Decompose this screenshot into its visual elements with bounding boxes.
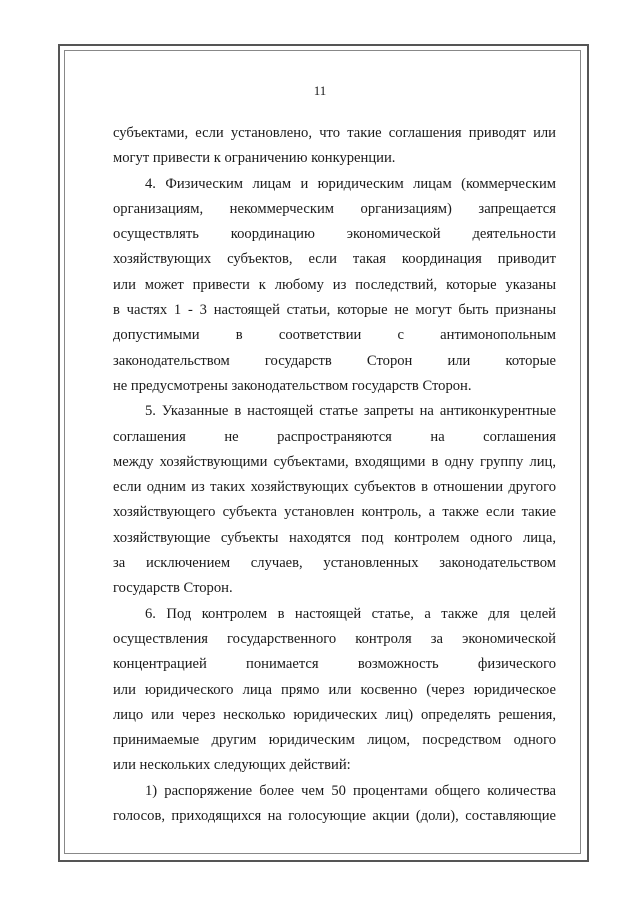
text-line: или нескольких следующих действий: [113,757,351,774]
text-line: 5. Указанные в настоящей статье запреты на антиконкурентные [145,403,556,420]
text-line: соглашения не распространяются на соглашения [113,428,556,445]
text-line: хозяйствующих субъектов, если такая координация приводит [113,251,556,268]
page-number: 11 [313,83,327,98]
text-line: организациям, некоммерческим организациям) запрещается [113,200,556,217]
text-line: концентрацией понимается возможность физического [113,656,556,673]
document-body [113,121,556,829]
text-line: не предусмотрены законодательством государств Сторон. [113,377,472,394]
text-line: или может привести к любому из последствий, которые указаны [113,276,556,293]
text-line: хозяйствующего субъекта установлен контроль, а также если такие [113,504,556,521]
text-line: лицо или через несколько юридических лиц) определять решения, [113,706,556,723]
text-line: законодательством государств Сторон или которые [113,352,556,369]
text-line: голосов, приходящихся на голосующие акции (доли), составляющие [113,808,556,825]
text-line: принимаемые другим юридическим лицом, посредством одного [113,732,556,749]
text-line: за исключением случаев, установленных законодательством [113,555,556,572]
text-line: хозяйствующие субъекты находятся под контролем одного лица, [113,529,556,546]
text-line: между хозяйствующими субъектами, входящими в одну группу лиц, [113,453,556,470]
text-line: осуществления государственного контроля за экономической [113,630,556,647]
text-line: или юридического лица прямо или косвенно (через юридическое [113,681,556,698]
text-line: 6. Под контролем в настоящей статье, а также для целей [145,605,556,622]
text-line: могут привести к ограничению конкуренции. [113,150,396,167]
text-line: осуществлять координацию экономической деятельности [113,226,556,243]
text-line: допустимыми в соответствии с антимонопольным [113,327,556,344]
text-line: если одним из таких хозяйствующих субъектов в отношении другого [113,479,556,496]
text-line: субъектами, если установлено, что такие соглашения приводят или [113,125,556,141]
text-line: государств Сторон. [113,580,233,597]
text-line: в частях 1 - 3 настоящей статьи, которые не могут быть признаны [113,302,556,319]
text-line: 1) распоряжение более чем 50 процентами общего количества [145,782,556,799]
text-line: 4. Физическим лицам и юридическим лицам (коммерческим [145,175,556,192]
